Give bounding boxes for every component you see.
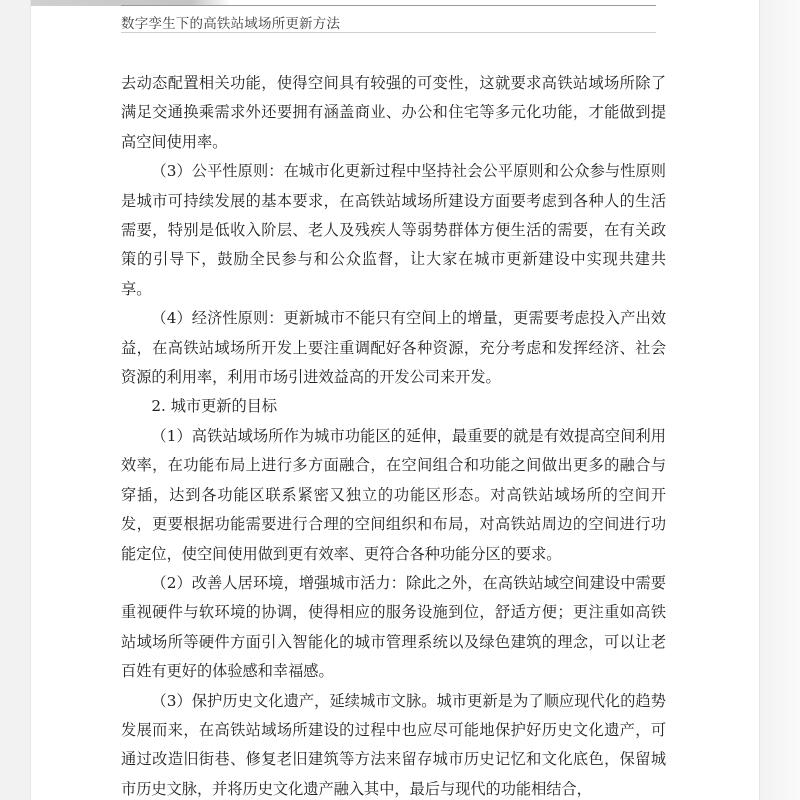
paragraph-goal-1: （1）高铁站域场所作为城市功能区的延伸，最重要的就是有效提高空间利用效率，在功能布局上进行多方面融合，在空间组合和功能之间做出更多的融合与穿插，达到各功能区联系紧密又独立的功能区形态。对高铁站域场所的空间开发，更要根据功能需要进行合理的空间组织和布局，对高铁站周边的空间进行功能定位，使空间使用做到更有效率、更符合各种功能分区的要求。 bbox=[121, 426, 666, 563]
running-head: 数字孪生下的高铁站域场所更新方法 bbox=[121, 16, 341, 32]
section-heading-goals: 2. 城市更新的目标 bbox=[151, 397, 278, 416]
header-rule-bottom bbox=[121, 32, 656, 33]
page-right-margin bbox=[760, 0, 800, 800]
paragraph-goal-2: （2）改善人居环境，增强城市活力：除此之外，在高铁站域空间建设中需要重视硬件与软环境的协调，使得相应的服务设施到位，舒适方便；更注重如高铁站域场所等硬件方面引入智能化的城市管理系统以及绿色建筑的理念，可以让老百姓有更好的体验感和幸福感。 bbox=[121, 573, 666, 681]
document-page bbox=[30, 0, 760, 800]
paragraph-fairness-principle: （3）公平性原则：在城市化更新过程中坚持社会公平原则和公众参与性原则是城市可持续发展的基本要求，在高铁站域场所建设方面要考虑到各种人的生活需要，特别是低收入阶层、老人及残疾人等弱势群体方便生活的需要，在有关政策的引导下，鼓励全民参与和公众监督，让大家在城市更新建设中实现共建共享。 bbox=[121, 162, 666, 298]
paragraph-economic-principle: （4）经济性原则：更新城市不能只有空间上的增量，更需要考虑投入产出效益，在高铁站域场所开发上要注重调配好各种资源，充分考虑和发挥经济、社会资源的利用率，利用市场引进效益高的开发公司来开发。 bbox=[121, 309, 666, 387]
paragraph-continued: 去动态配置相关功能，使得空间具有较强的可变性，这就要求高铁站域场所除了满足交通换乘需求外还要拥有涵盖商业、办公和住宅等多元化功能，才能做到提高空间使用率。 bbox=[121, 74, 666, 151]
header-rule-top bbox=[121, 5, 656, 6]
paragraph-goal-3: （3）保护历史文化遗产，延续城市文脉。城市更新是为了顺应现代化的趋势发展而来，在高铁站域场所建设的过程中也应尽可能地保护好历史文化遗产，可通过改造旧街巷、修复老旧建筑等方法来留存城市历史记忆和文化底色，保留城市历史文脉，并将历史文化遗产融入其中，最后与现代的功能相结合， bbox=[121, 691, 666, 798]
body-text bbox=[121, 69, 666, 800]
